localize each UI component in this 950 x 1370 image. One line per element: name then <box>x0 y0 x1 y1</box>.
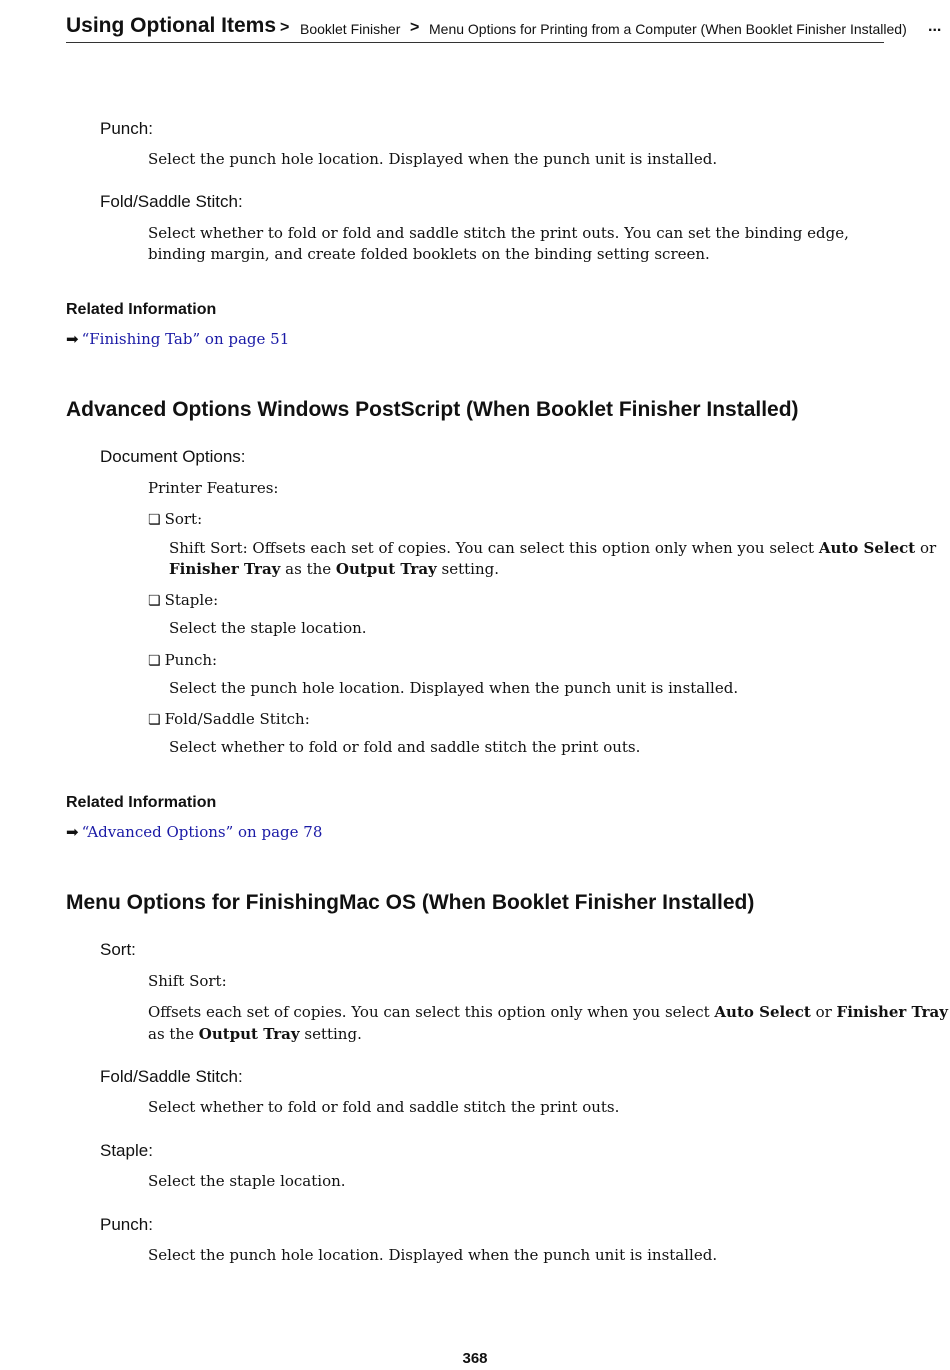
punch-label: Punch: <box>100 1215 153 1234</box>
related-link-row <box>66 822 322 841</box>
auto-select-term: Auto Select <box>714 1003 811 1021</box>
sort-description-line1 <box>169 538 936 559</box>
sort-label: Sort: <box>100 940 136 959</box>
advanced-options-link[interactable]: “Advanced Options” on page 78 <box>81 823 323 841</box>
fold-saddle-stitch-label: Fold/Saddle Stitch: <box>100 1067 243 1086</box>
checkbox-bullet-icon: ❏ <box>148 593 161 609</box>
arrow-right-icon: ➡ <box>66 823 79 841</box>
breadcrumb-separator: > <box>280 19 290 36</box>
offsets-text: Offsets each set of copies. You can select this option only when you select <box>148 1003 715 1021</box>
offsets-text: setting. <box>299 1025 362 1043</box>
header-title: Using Optional Items <box>66 14 277 37</box>
auto-select-term: Auto Select <box>818 539 916 557</box>
printer-features-label: Printer Features: <box>148 479 279 497</box>
fold-saddle-stitch-label: Fold/Saddle Stitch: <box>100 192 243 211</box>
output-tray-term: Output Tray <box>335 560 437 578</box>
breadcrumb-separator: > <box>410 19 420 36</box>
fold-saddle-stitch-item <box>148 709 310 731</box>
sort-description-line2 <box>169 559 499 580</box>
staple-label: Staple: <box>100 1141 153 1160</box>
offsets-description-line1 <box>148 1002 948 1023</box>
sort-text: or <box>915 539 937 557</box>
sort-text: Shift Sort: Offsets each set of copies. You can select this option only when you select <box>169 539 819 557</box>
sort-text: as the <box>280 560 336 578</box>
offsets-description-line2 <box>148 1024 362 1045</box>
fold-saddle-stitch-label: Fold/Saddle Stitch: <box>164 710 310 728</box>
staple-label: Staple: <box>164 591 219 609</box>
sort-item <box>148 509 202 531</box>
staple-description: Select the staple location. <box>148 1172 346 1190</box>
shift-sort-label: Shift Sort: <box>148 972 227 990</box>
related-information-heading: Related Information <box>66 301 217 318</box>
fold-saddle-stitch-description: Select whether to fold or fold and saddle stitch the print outs. You can set the binding edge, binding margin, and create folded booklets on the binding setting screen. <box>148 224 849 263</box>
document-options-label: Document Options: <box>100 447 246 466</box>
sort-text: setting. <box>436 560 499 578</box>
staple-item <box>148 590 218 612</box>
offsets-text: or <box>810 1003 837 1021</box>
checkbox-bullet-icon: ❏ <box>148 712 161 728</box>
punch-item <box>148 650 217 672</box>
breadcrumb-booklet-finisher[interactable]: Booklet Finisher <box>300 21 401 37</box>
punch-description: Select the punch hole location. Displayed when the punch unit is installed. <box>169 679 739 697</box>
related-link-row <box>66 329 289 348</box>
punch-label: Punch: <box>164 651 218 669</box>
breadcrumb-ellipsis: ... <box>928 18 942 35</box>
fold-saddle-stitch-description: Select whether to fold or fold and saddle stitch the print outs. <box>169 738 641 756</box>
finisher-tray-term: Finisher Tray <box>836 1003 948 1021</box>
checkbox-bullet-icon: ❏ <box>148 653 161 669</box>
punch-description: Select the punch hole location. Displayed when the punch unit is installed. <box>148 150 718 168</box>
finishing-tab-link[interactable]: “Finishing Tab” on page 51 <box>81 330 290 348</box>
related-information-heading: Related Information <box>66 794 217 811</box>
punch-label: Punch: <box>100 119 153 138</box>
fold-saddle-stitch-description: Select whether to fold or fold and saddle stitch the print outs. <box>148 1098 620 1116</box>
sort-label: Sort: <box>164 510 203 528</box>
breadcrumb-current: Menu Options for Printing from a Computer (When Booklet Finisher Installed) <box>429 21 907 37</box>
page-header <box>66 12 942 43</box>
finisher-tray-term: Finisher Tray <box>169 560 281 578</box>
section-heading-menu-options-mac: Menu Options for FinishingMac OS (When Booklet Finisher Installed) <box>66 891 755 914</box>
output-tray-term: Output Tray <box>198 1025 300 1043</box>
punch-description: Select the punch hole location. Displayed when the punch unit is installed. <box>148 1246 718 1264</box>
offsets-text: as the <box>148 1025 199 1043</box>
checkbox-bullet-icon: ❏ <box>148 512 161 528</box>
section-heading-advanced-options: Advanced Options Windows PostScript (When Booklet Finisher Installed) <box>66 398 799 421</box>
arrow-right-icon: ➡ <box>66 330 79 348</box>
page-number: 368 <box>462 1350 488 1367</box>
staple-description: Select the staple location. <box>169 619 367 637</box>
